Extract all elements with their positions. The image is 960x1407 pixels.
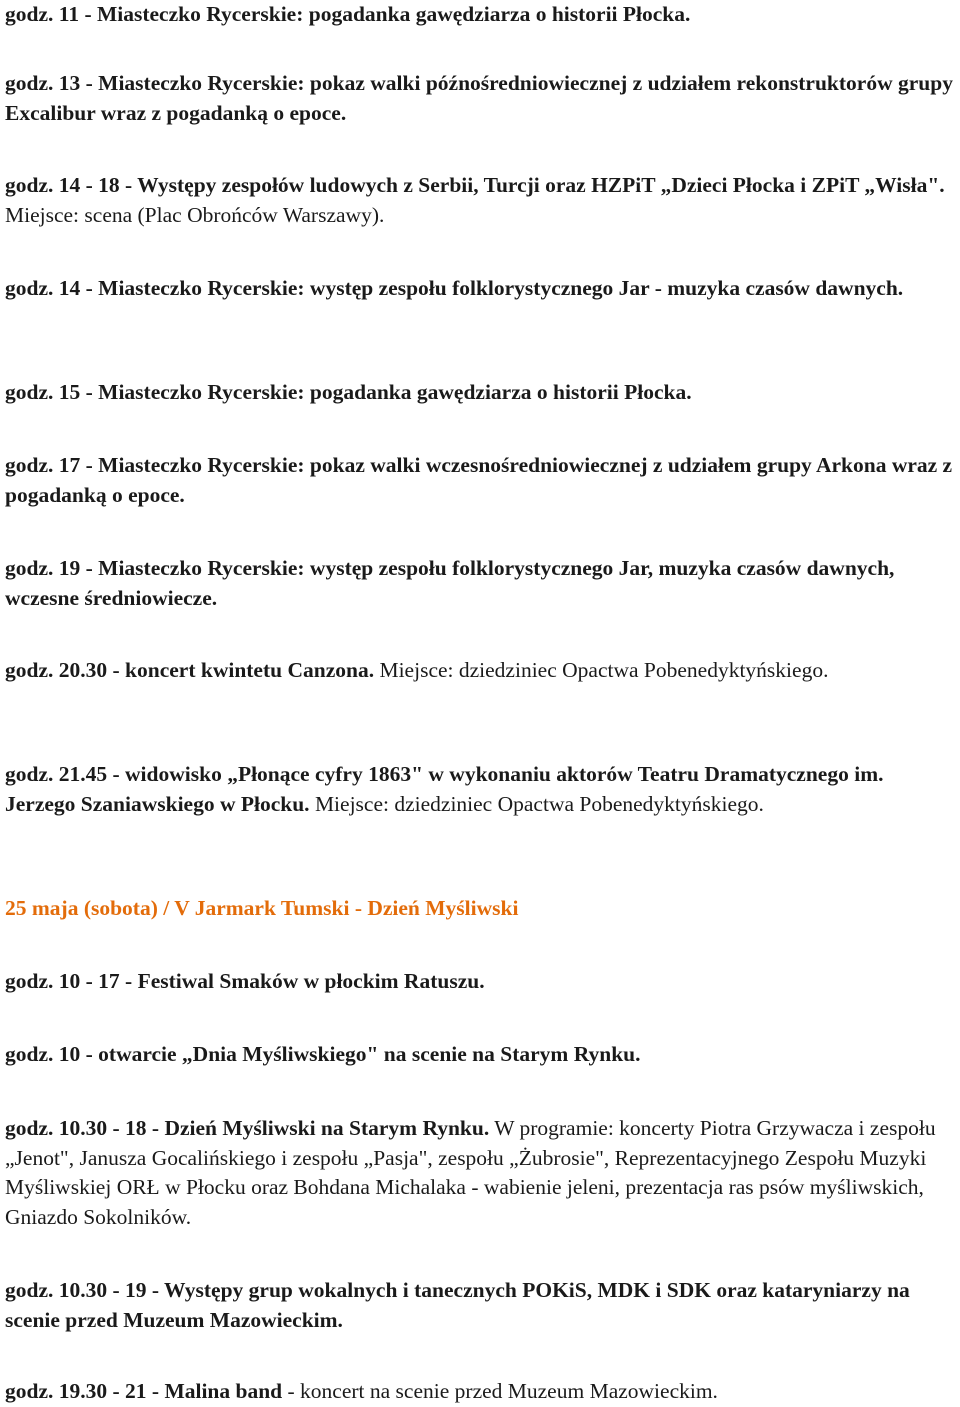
entry-title: godz. 14 - 18 - Występy zespołów ludowych z Serbii, Turcji oraz HZPiT „Dzieci Płocka i ZPiT „Wisła". <box>5 173 945 197</box>
schedule-entry <box>5 656 957 686</box>
schedule-entry <box>5 1276 957 1335</box>
schedule-entry <box>5 554 957 613</box>
schedule-entry <box>5 1040 957 1070</box>
entry-title: godz. 10 - otwarcie „Dnia Myśliwskiego" na scenie na Starym Rynku. <box>5 1042 641 1066</box>
entry-title: godz. 19 - Miasteczko Rycerskie: występ zespołu folklorystycznego Jar, muzyka czasów dawnych, wczesne średniowiecze. <box>5 556 895 610</box>
entry-title: godz. 20.30 - koncert kwintetu Canzona. <box>5 658 375 682</box>
schedule-entry <box>5 171 957 230</box>
entry-title: godz. 10 - 17 - Festiwal Smaków w płockim Ratuszu. <box>5 969 485 993</box>
entry-title: godz. 14 - Miasteczko Rycerskie: występ zespołu folklorystycznego Jar - muzyka czasów dawnych. <box>5 276 904 300</box>
schedule-entry <box>5 274 957 304</box>
schedule-entry <box>5 0 957 30</box>
entry-detail: Miejsce: scena (Plac Obrońców Warszawy). <box>5 202 385 227</box>
entry-title: godz. 19.30 - 21 - Malina band <box>5 1379 283 1403</box>
entry-title: godz. 10.30 - 18 - Dzień Myśliwski na Starym Rynku. <box>5 1116 490 1140</box>
entry-detail: Miejsce: dziedziniec Opactwa Pobenedyktyńskiego. <box>374 658 829 682</box>
entry-detail: W programie: koncerty Piotra Grzywacza i zespołu „Jenot", Janusza Gocalińskiego i zespołu „Pasja", zespołu „Żubrosie", Reprezentacyjnego Zespołu Muzyki Myśliwskiej ORŁ w Płocku oraz Bohdana Michalaka - wabienie jeleni, prezentacja ras psów myśliwskich, Gniazdo Sokolników. <box>5 1116 936 1229</box>
entry-title: godz. 21.45 - widowisko „Płonące cyfry 1863" w wykonaniu aktorów Teatru Dramatycznego im. Jerzego Szaniawskiego w Płocku. <box>5 762 884 816</box>
schedule-entry <box>5 760 957 819</box>
schedule-entry <box>5 69 957 128</box>
schedule-entry <box>5 967 957 997</box>
entry-title: godz. 15 - Miasteczko Rycerskie: pogadanka gawędziarza o historii Płocka. <box>5 380 692 404</box>
entry-title: godz. 11 - Miasteczko Rycerskie: pogadanka gawędziarza o historii Płocka. <box>5 2 691 26</box>
entry-title: godz. 17 - Miasteczko Rycerskie: pokaz walki wczesnośredniowiecznej z udziałem grupy Arkona wraz z pogadanką o epoce. <box>5 453 953 507</box>
day-heading: 25 maja (sobota) / V Jarmark Tumski - Dzień Myśliwski <box>5 896 519 920</box>
entry-detail: - koncert na scenie przed Muzeum Mazowieckim. <box>282 1379 718 1403</box>
schedule-entry <box>5 378 957 408</box>
schedule-entry <box>5 451 957 510</box>
schedule-entry <box>5 1377 957 1407</box>
entry-detail: Miejsce: dziedziniec Opactwa Pobenedyktyńskiego. <box>309 791 764 816</box>
entry-title: godz. 13 - Miasteczko Rycerskie: pokaz walki późnośredniowiecznej z udziałem rekonstruktorów grupy Excalibur wraz z pogadanką o epoce. <box>5 71 953 125</box>
schedule-entry <box>5 1114 957 1232</box>
entry-title: godz. 10.30 - 19 - Występy grup wokalnych i tanecznych POKiS, MDK i SDK oraz kataryniarzy na scenie przed Muzeum Mazowieckim. <box>5 1278 910 1332</box>
